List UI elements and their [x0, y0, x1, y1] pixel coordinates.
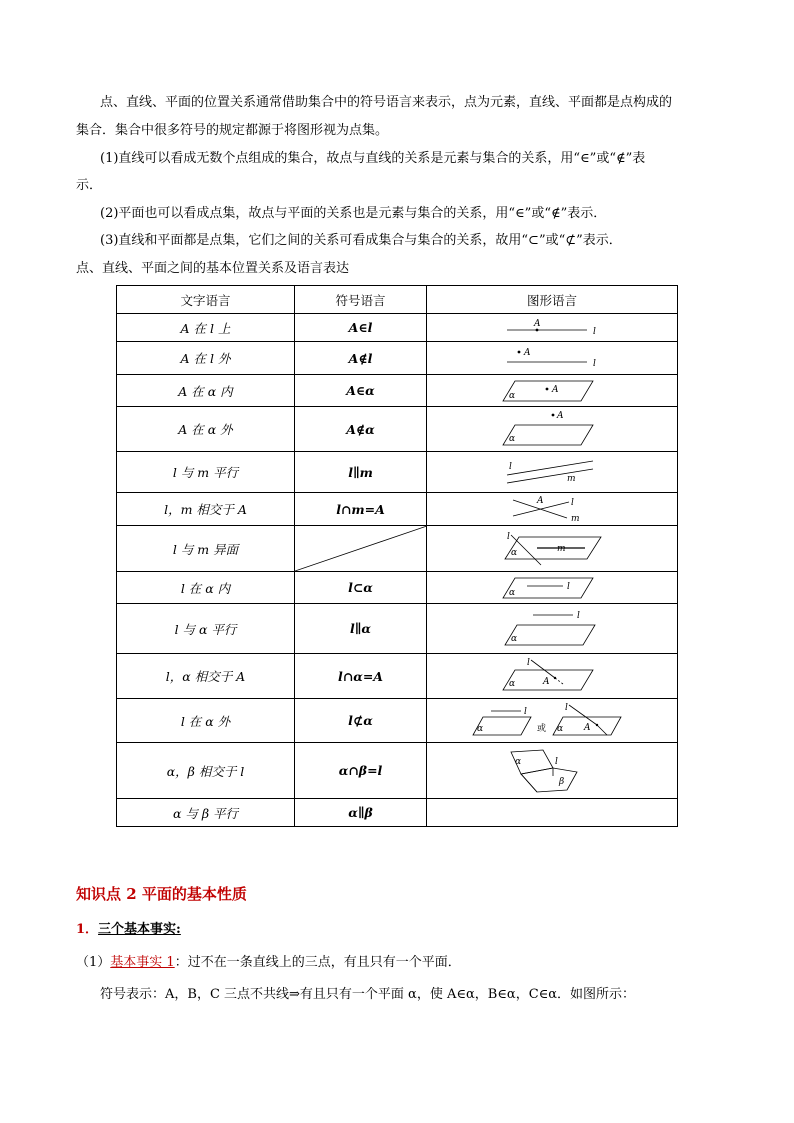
svg-text:α: α [511, 633, 518, 644]
point-in-plane-figure [497, 377, 607, 405]
table-row [117, 452, 678, 493]
svg-text:β: β [559, 776, 565, 787]
svg-text:A: A [543, 677, 550, 687]
fact-1-title: 基本事实 1 [110, 955, 175, 970]
symbol-representation-line: 符号表示：A，B，C 三点不共线⇒有且只有一个平面 α，使 A∈α，B∈α，C∈α．如图所示： [100, 987, 636, 1002]
svg-text:A: A [552, 384, 559, 395]
row-symbol: l⊄α [295, 699, 427, 743]
table-title: 点、直线、平面之间的基本位置关系及语言表达 [76, 261, 350, 276]
svg-text:m: m [571, 514, 580, 524]
svg-text:l: l [593, 326, 596, 337]
svg-text:l: l [555, 756, 558, 767]
table-row [117, 526, 678, 572]
header-text-language: 文字语言 [117, 286, 295, 314]
table-row [117, 604, 678, 654]
row-text: A 在 α 内 [117, 375, 295, 407]
table-row [117, 743, 678, 799]
svg-text:α: α [509, 390, 516, 401]
row-text: A 在 α 外 [117, 407, 295, 452]
row-symbol: A∈l [295, 314, 427, 342]
table-row [117, 314, 678, 342]
svg-text:l: l [571, 498, 574, 508]
row-symbol: A∈α [295, 375, 427, 407]
svg-text:α: α [515, 756, 522, 767]
line-plane-paragraph: (3)直线和平面都是点集，它们之间的关系可看成集合与集合的关系，故用“⊂”或“⊄”表示． [100, 233, 622, 248]
table-row [117, 699, 678, 743]
svg-text:A: A [537, 496, 544, 506]
fact-1-line [76, 954, 461, 972]
svg-text:l: l [507, 531, 510, 542]
parallel-lines-figure [497, 455, 607, 489]
row-figure [427, 375, 678, 407]
row-symbol: A∉l [295, 342, 427, 375]
svg-text:α: α [509, 434, 516, 444]
section-heading: 知识点 2 平面的基本性质 [76, 885, 247, 903]
svg-text:l: l [577, 610, 580, 621]
table-row [117, 572, 678, 604]
row-text: A 在 l 上 [117, 314, 295, 342]
svg-text:m: m [557, 543, 566, 554]
row-symbol: l∩m=A [295, 493, 427, 526]
row-figure [427, 342, 678, 375]
basic-facts-item [76, 921, 181, 939]
row-text: α，β 相交于 l [117, 743, 295, 799]
row-text: l 与 m 异面 [117, 526, 295, 572]
line-intersect-plane-figure [497, 656, 607, 696]
row-symbol-empty [295, 526, 427, 572]
svg-text:A: A [534, 318, 541, 329]
row-figure [427, 314, 678, 342]
row-figure [427, 493, 678, 526]
svg-text:l: l [509, 462, 512, 472]
line-in-plane-figure [497, 574, 607, 602]
table-row [117, 654, 678, 699]
row-figure [427, 604, 678, 654]
intro-paragraph-line2: 集合．集合中很多符号的规定都源于将图形视为点集。 [76, 123, 389, 138]
point-plane-paragraph: (2)平面也可以看成点集，故点与平面的关系也是元素与集合的关系，用“∈”或“∉”表示． [100, 206, 607, 221]
skew-lines-figure [497, 529, 607, 569]
table-row [117, 407, 678, 452]
line-parallel-plane-figure [497, 607, 607, 651]
svg-text:l: l [565, 702, 568, 713]
row-figure [427, 743, 678, 799]
svg-text:A: A [557, 411, 564, 421]
row-symbol: A∉α [295, 407, 427, 452]
item-number: 1． [76, 922, 99, 937]
point-outside-plane-figure [497, 409, 607, 449]
svg-text:l: l [567, 581, 570, 592]
row-figure-empty [427, 799, 678, 827]
row-symbol: l⊂α [295, 572, 427, 604]
fact-1-number: （1） [76, 955, 111, 970]
header-graphic-language: 图形语言 [427, 286, 678, 314]
table-row [117, 493, 678, 526]
svg-text:l: l [593, 359, 596, 369]
row-symbol: l∥α [295, 604, 427, 654]
row-text: l，α 相交于 A [117, 654, 295, 699]
svg-text:l: l [524, 706, 527, 717]
row-text: l，m 相交于 A [117, 493, 295, 526]
svg-text:α: α [477, 723, 484, 734]
row-symbol: l∥m [295, 452, 427, 493]
point-line-paragraph-line2: 示． [76, 178, 103, 193]
relations-table [116, 285, 678, 827]
header-symbol-language: 符号语言 [295, 286, 427, 314]
row-figure [427, 526, 678, 572]
row-symbol: l∩α=A [295, 654, 427, 699]
item-title: 三个基本事实: [98, 922, 181, 937]
fact-1-text: ：过不在一条直线上的三点，有且只有一个平面． [174, 955, 461, 970]
row-figure [427, 452, 678, 493]
row-text: l 与 m 平行 [117, 452, 295, 493]
row-text: A 在 l 外 [117, 342, 295, 375]
svg-text:l: l [527, 658, 530, 668]
svg-text:α: α [509, 587, 516, 598]
point-on-line-figure [497, 316, 607, 340]
row-text: l 在 α 内 [117, 572, 295, 604]
row-figure [427, 407, 678, 452]
intersecting-planes-figure [497, 746, 607, 796]
svg-text:α: α [557, 723, 564, 734]
intersecting-lines-figure [497, 494, 607, 524]
svg-text:α: α [509, 679, 516, 689]
intro-paragraph-line1: 点、直线、平面的位置关系通常借助集合中的符号语言来表示，点为元素，直线、平面都是点构成的 [100, 95, 673, 110]
svg-text:或: 或 [537, 723, 547, 734]
svg-text:m: m [567, 474, 576, 484]
svg-text:α: α [511, 547, 518, 558]
table-header-row [117, 286, 678, 314]
svg-text:A: A [584, 722, 591, 733]
row-text: l 在 α 外 [117, 699, 295, 743]
row-text: α 与 β 平行 [117, 799, 295, 827]
table-row [117, 799, 678, 827]
row-symbol: α∩β=l [295, 743, 427, 799]
row-text: l 与 α 平行 [117, 604, 295, 654]
row-figure [427, 572, 678, 604]
point-off-line-figure [497, 344, 607, 372]
row-figure [427, 654, 678, 699]
table-row [117, 342, 678, 375]
svg-text:A: A [524, 348, 531, 358]
point-line-paragraph-line1: (1)直线可以看成无数个点组成的集合，故点与直线的关系是元素与集合的关系，用“∈”或“∉”表 [100, 151, 646, 166]
row-figure [427, 699, 678, 743]
row-symbol: α∥β [295, 799, 427, 827]
line-outside-plane-figure [467, 701, 637, 741]
table-row [117, 375, 678, 407]
diagonal-slash [295, 526, 427, 571]
